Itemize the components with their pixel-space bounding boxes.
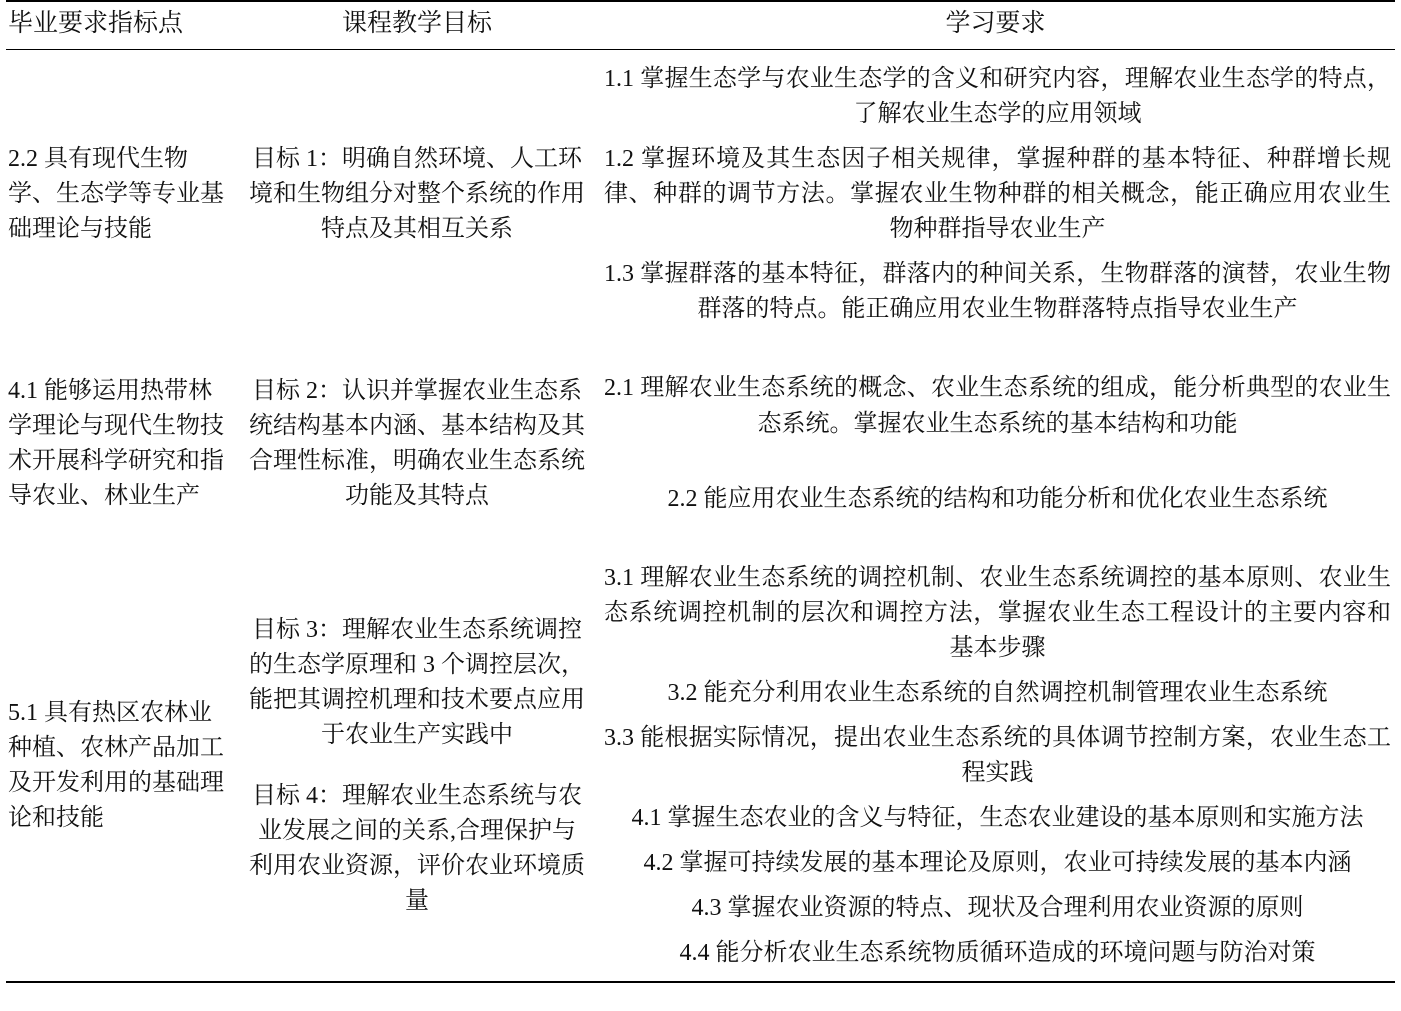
column-header-indicator: 毕业要求指标点 [6,1,238,50]
table-row [6,50,1395,346]
table-header [6,1,1395,50]
requirement-item: 1.3 掌握群落的基本特征，群落内的种间关系，生物群落的演替，农业生物群落的特点。能正确应用农业生物群落特点指导农业生产 [604,261,1391,323]
curriculum-matrix-table [6,0,1395,983]
requirement-item: 4.3 掌握农业资源的特点、现状及合理利用农业资源的原则 [691,894,1304,921]
goal-item: 目标 3：理解农业生态系统调控的生态学原理和 3 个调控层次，能把其调控机理和技术要点应用于农业生产实践中 [249,616,585,748]
goal-item: 目标 4：理解农业生态系统与农业发展之间的关系,合理保护与利用农业资源，评价农业环境质量 [249,782,585,914]
requirement-item: 4.2 掌握可持续发展的基本理论及原则，农业可持续发展的基本内涵 [643,849,1352,876]
goal-item: 目标 1：明确自然环境、人工环境和生物组分对整个系统的作用特点及其相互关系 [249,146,585,243]
spacer [604,462,1391,472]
cell-requirements [596,543,1395,982]
requirement-item: 2.1 理解农业生态系统的概念、农业生态系统的组成，能分析典型的农业生态系统。掌握农业生态系统的基本结构和功能 [604,375,1391,437]
requirement-item: 3.3 能根据实际情况，提出农业生态系统的具体调节控制方案，农业生态工程实践 [604,724,1391,786]
requirement-item: 1.1 掌握生态学与农业生态学的含义和研究内容，理解农业生态学的特点，了解农业生态学的应用领域 [604,66,1391,128]
column-header-goal: 课程教学目标 [238,1,596,50]
goal-item: 目标 2：认识并掌握农业生态系统结构基本内涵、基本结构及其合理性标准，明确农业生态系统功能及其特点 [249,377,585,510]
table-header-row [6,1,1395,50]
cell-indicator: 2.2 具有现代生物学、生态学等专业基础理论与技能 [8,146,224,243]
table-body [6,50,1395,982]
requirement-item: 4.4 能分析农业生态系统物质循环造成的环境问题与防治对策 [679,939,1316,966]
cell-requirements [596,345,1395,542]
cell-requirements [596,50,1395,346]
spacer [604,472,1391,482]
cell-indicator: 5.1 具有热区农林业种植、农林产品加工及开发利用的基础理论和技能 [6,543,238,982]
requirement-item: 4.1 掌握生态农业的含义与特征，生态农业建设的基本原则和实施方法 [631,804,1364,831]
requirement-item: 3.1 理解农业生态系统的调控机制、农业生态系统调控的基本原则、农业生态系统调控机制的层次和调控方法，掌握农业生态工程设计的主要内容和基本步骤 [604,564,1391,661]
table-row [6,543,1395,982]
spacer [604,452,1391,462]
cell-goal [238,543,596,982]
cell-indicator: 4.1 能够运用热带林学理论与现代生物技术开展科学研究和指导农业、林业生产 [8,377,224,510]
requirement-item: 1.2 掌握环境及其生态因子相关规律，掌握种群的基本特征、种群增长规律、种群的调节方法。掌握农业生物种群的相关概念，能正确应用农业生物种群指导农业生产 [604,146,1391,243]
column-header-requirement: 学习要求 [596,1,1395,50]
requirement-item: 2.2 能应用农业生态系统的结构和功能分析和优化农业生态系统 [667,485,1328,512]
table-row [6,345,1395,542]
cell-goal [238,50,596,346]
requirement-item: 3.2 能充分利用农业生态系统的自然调控机制管理农业生态系统 [667,679,1328,706]
cell-goal [238,345,596,542]
